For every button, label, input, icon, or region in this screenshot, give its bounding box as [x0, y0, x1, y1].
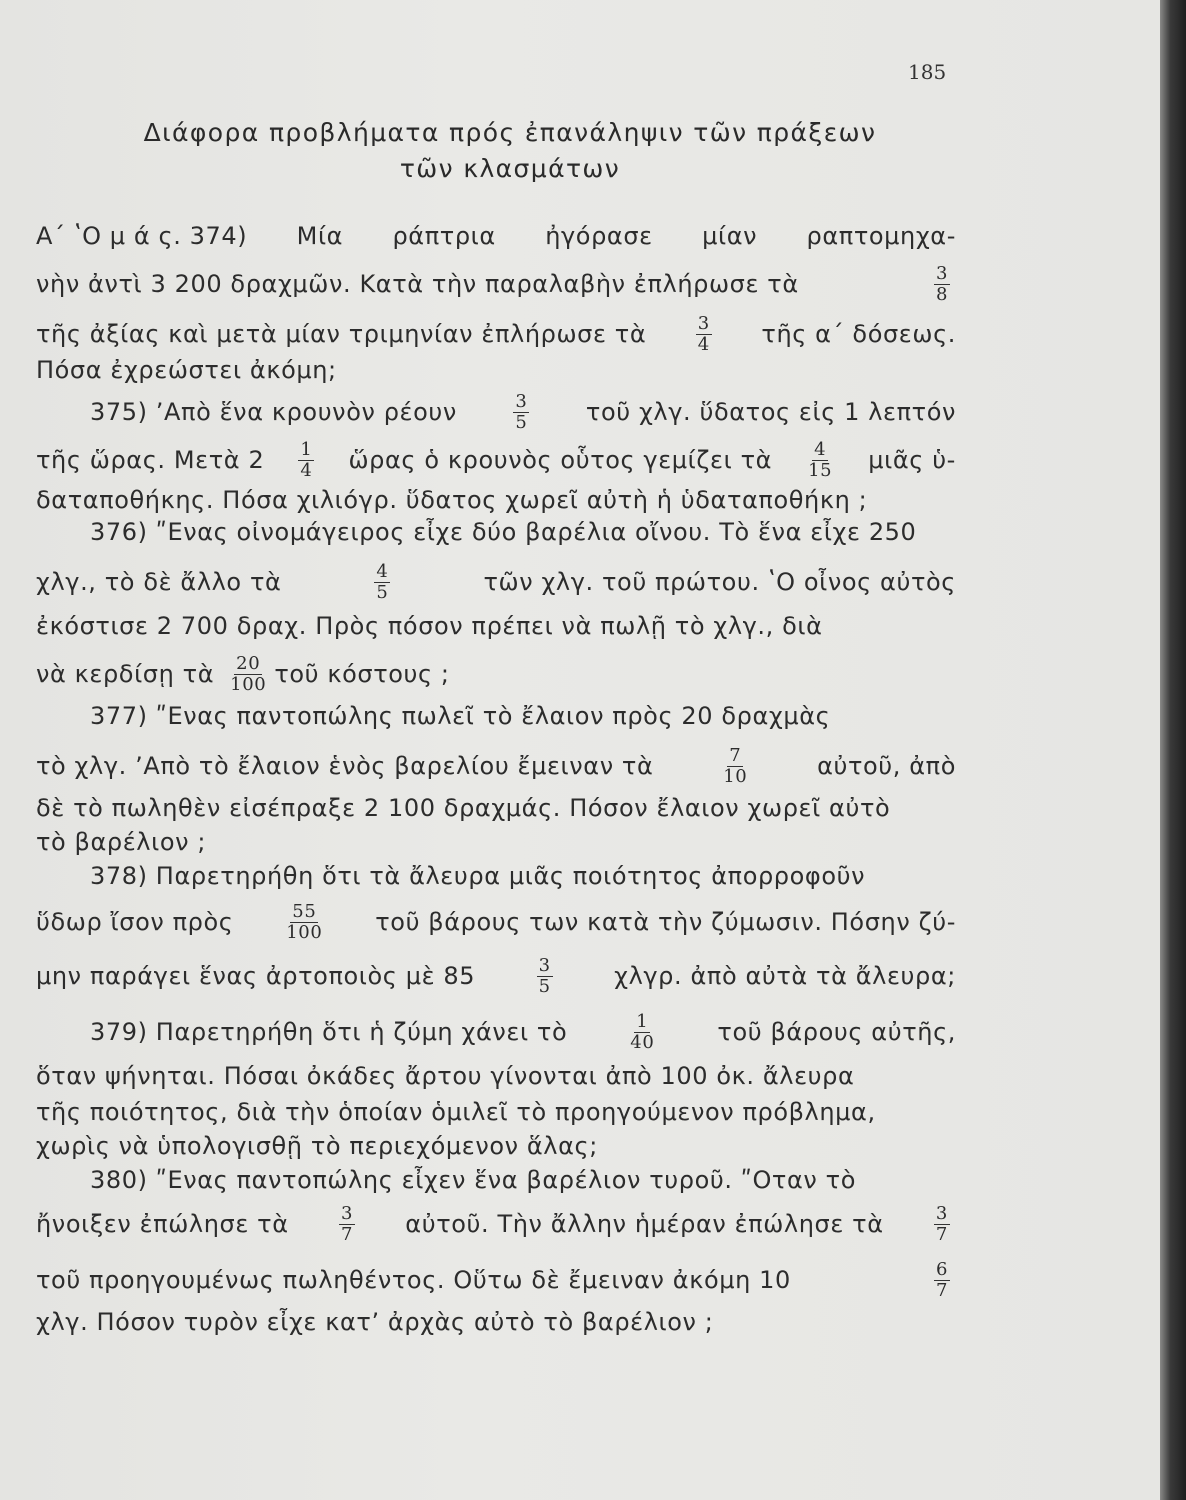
- fraction: [628, 1012, 656, 1053]
- problem-374-label: Α΄ ʽΟ μ ά ς. 374): [36, 222, 248, 250]
- problem-376-text: 376) ʺΕνας οἰνομάγειρος εἶχε δύο βαρέλια οἴνου. Τὸ ἕνα εἶχε 250: [90, 518, 917, 546]
- denominator: 10: [723, 765, 748, 787]
- fraction: [537, 956, 553, 997]
- word: ἠγόρασε: [545, 222, 653, 250]
- text-line-24: [36, 1196, 956, 1252]
- text-segment: ὕδωρ ἴσον πρὸς: [36, 908, 234, 936]
- text-segment: ἤνοιξεν ἐπώλησε τὰ: [36, 1210, 289, 1238]
- section-title-line-2: τῶν κλασμάτων: [399, 154, 621, 183]
- text-line-18: [36, 948, 956, 1004]
- numerator: 4: [814, 438, 827, 460]
- text-line-8: [90, 504, 956, 560]
- section-title-line-1: Διάφορα προβλήματα πρός ἐπανάληψιν τῶν πράξεων: [143, 118, 877, 147]
- text-segment: χλγ., τὸ δὲ ἄλλο τὰ: [36, 568, 282, 596]
- numerator: 20: [236, 652, 261, 674]
- text-segment: τοῦ προηγουμένως πωληθέντος. Οὕτω δὲ ἔμειναν ἀκόμη 10: [36, 1266, 791, 1294]
- text-segment: τῆς ποιότητος, διὰ τὴν ὁποίαν ὁμιλεῖ τὸ προηγούμενον πρόβλημα,: [36, 1098, 876, 1126]
- denominator: 5: [538, 975, 551, 997]
- numerator: 3: [935, 1202, 948, 1224]
- numerator: 3: [697, 312, 710, 334]
- problem-375-text: 375) ʼΑπὸ ἕνα κρουνὸν ρέουν: [90, 398, 457, 426]
- text-segment: νὰ κερδίσῃ τὰ: [36, 660, 215, 688]
- denominator: 100: [230, 673, 267, 695]
- numerator: 4: [376, 560, 389, 582]
- denominator: 7: [340, 1223, 353, 1245]
- word: ραπτομηχα-: [806, 222, 956, 250]
- book-spine-shadow: [1160, 0, 1186, 1500]
- text-segment: χλγρ. ἀπὸ αὐτὰ τὰ ἄλευρα;: [614, 962, 956, 990]
- denominator: 40: [630, 1031, 655, 1053]
- text-segment: τοῦ χλγ. ὕδατος εἰς 1 λεπτόν: [585, 398, 956, 426]
- numerator: 3: [340, 1202, 353, 1224]
- text-line-2: [36, 256, 956, 312]
- numerator: 6: [935, 1258, 948, 1280]
- fraction: [374, 562, 390, 603]
- text-segment: τοῦ βάρους αὐτῆς,: [717, 1018, 956, 1046]
- text-line-17: [36, 894, 956, 950]
- denominator: 4: [300, 459, 313, 481]
- numerator: 3: [538, 954, 551, 976]
- page-number: 185: [908, 60, 947, 84]
- text-segment: ἐκόστισε 2 700 δραχ. Πρὸς πόσον πρέπει νὰ πωλῇ τὸ χλγ., διὰ: [36, 612, 823, 640]
- problem-377-text: 377) ʺΕνας παντοπώλης πωλεῖ τὸ ἔλαιον πρὸς 20 δραχμὰς: [90, 702, 831, 730]
- denominator: 15: [808, 459, 833, 481]
- word: ράπτρια: [392, 222, 496, 250]
- text-segment: Πόσα ἐχρεώστει ἀκόμη;: [36, 356, 337, 384]
- text-segment: ὅταν ψήνηται. Πόσαι ὀκάδες ἄρτου γίνονται ἀπὸ 100 ὀκ. ἄλευρα: [36, 1062, 855, 1090]
- denominator: 100: [286, 921, 323, 943]
- text-segment: τῶν χλγ. τοῦ πρώτου. ʽΟ οἶνος αὐτὸς: [483, 568, 956, 596]
- text-segment: μιᾶς ὑ-: [868, 446, 956, 474]
- text-segment: αὐτοῦ, ἀπὸ: [817, 752, 956, 780]
- text-segment: νὴν ἀντὶ 3 200 δραχμῶν. Κατὰ τὴν παραλαβὴν ἐπλήρωσε τὰ: [36, 270, 799, 298]
- text-segment: τοῦ βάρους των κατὰ τὴν ζύμωσιν. Πόσην ζύ-: [375, 908, 956, 936]
- text-segment: χλγ. Πόσον τυρὸν εἶχε κατʼ ἀρχὰς αὐτὸ τὸ βαρέλιον ;: [36, 1308, 714, 1336]
- denominator: 7: [935, 1223, 948, 1245]
- numerator: 1: [636, 1010, 649, 1032]
- text-segment: χωρὶς νὰ ὑπολογισθῇ τὸ περιεχόμενον ἅλας;: [36, 1132, 598, 1160]
- text-segment: τῆς ἀξίας καὶ μετὰ μίαν τριμηνίαν ἐπλήρωσε τὰ: [36, 320, 647, 348]
- word: Μία: [296, 222, 344, 250]
- text-segment: αὐτοῦ. Τὴν ἄλλην ἡμέραν ἐπώλησε τὰ: [405, 1210, 884, 1238]
- text-segment: μην παράγει ἕνας ἀρτοποιὸς μὲ 85: [36, 962, 476, 990]
- denominator: 8: [935, 283, 948, 305]
- problem-378-text: 378) Παρετηρήθη ὅτι τὰ ἄλευρα μιᾶς ποιότητος ἀπορροφοῦν: [90, 862, 866, 890]
- text-segment: τῆς ὥρας. Μετὰ 2: [36, 446, 265, 474]
- fraction: [513, 392, 529, 433]
- text-segment: τῆς α΄ δόσεως.: [761, 320, 956, 348]
- text-line-26: [36, 1294, 956, 1350]
- fraction: [934, 264, 950, 305]
- text-segment: δὲ τὸ πωληθὲν εἰσέπραξε 2 100 δραχμάς. Πόσον ἔλαιον χωρεῖ αὐτὸ: [36, 794, 891, 822]
- denominator: 7: [935, 1279, 948, 1301]
- numerator: 55: [292, 900, 317, 922]
- text-line-12: [90, 688, 956, 744]
- fraction: [284, 902, 324, 943]
- denominator: 4: [697, 333, 710, 355]
- word: μίαν: [702, 222, 758, 250]
- fraction: [339, 1204, 355, 1245]
- numerator: 3: [935, 262, 948, 284]
- numerator: 1: [300, 438, 313, 460]
- numerator: 3: [515, 390, 528, 412]
- text-segment: τὸ χλγ. ʼΑπὸ τὸ ἔλαιον ἑνὸς βαρελίου ἔμειναν τὰ: [36, 752, 654, 780]
- fraction: [934, 1204, 950, 1245]
- numerator: 7: [729, 744, 742, 766]
- text-segment: ὥρας ὁ κρουνὸς οὗτος γεμίζει τὰ: [348, 446, 773, 474]
- text-segment: δαταποθήκης. Πόσα χιλιόγρ. ὕδατος χωρεῖ αὐτὴ ἡ ὑδαταποθήκη ;: [36, 486, 868, 514]
- problem-379-text: 379) Παρετηρήθη ὅτι ἡ ζύμη χάνει τὸ: [90, 1018, 568, 1046]
- text-segment: τὸ βαρέλιον ;: [36, 828, 207, 856]
- text-segment: τοῦ κόστους ;: [274, 660, 450, 688]
- problem-380-text: 380) ʺΕνας παντοπώλης εἶχεν ἕνα βαρέλιον τυροῦ. ʺΟταν τὸ: [90, 1166, 856, 1194]
- denominator: 5: [515, 411, 528, 433]
- denominator: 5: [376, 581, 389, 603]
